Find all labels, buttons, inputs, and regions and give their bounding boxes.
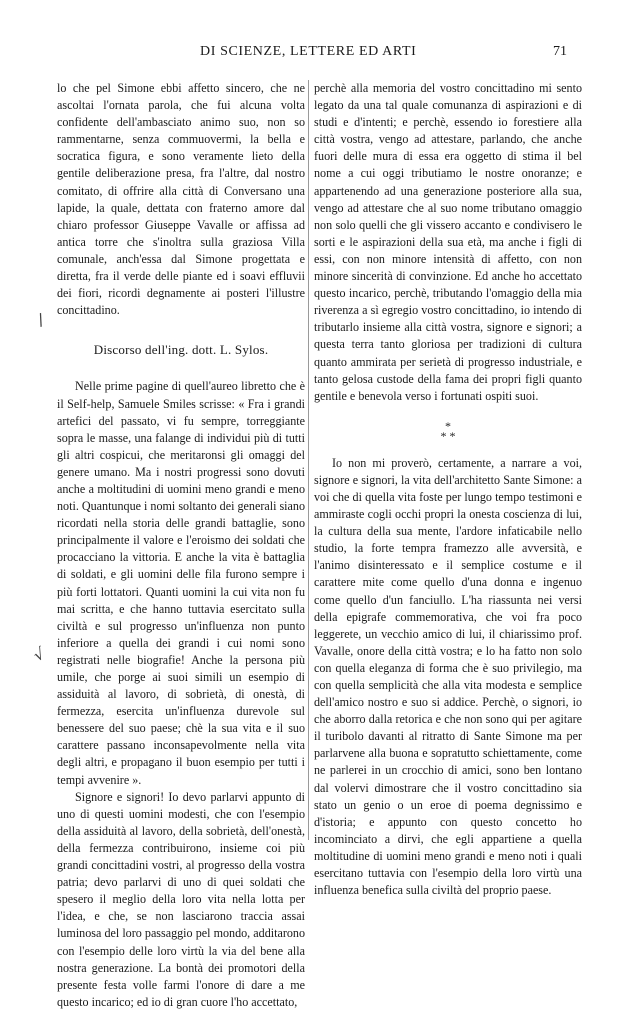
left-paragraph-1: lo che pel Simone ebbi affetto sincero, che ne ascoltai l'ornata parola, che fui alcuna volta confidente dell'ambasciato animo suo, non so rammentarne, senza commuovermi, la bella e socratica figura, e sono veramente lieto della gentile deliberazione presa, fra l'altre, dal nostro comitato, di offrire alla città di Conversano una lapide, la quale, dettata con fraterno amore dal chiaro professor Giuseppe Vavalle or affissa ad antica torre che s'inoltra sulla graziosa Villa comunale, anch'essa dal Simone progettata e diretta, fra il verde delle piante ed i soavi effluvii dei fiori, ricordi degnamente ai posteri l'illustre concittadino. [57,81,305,318]
left-paragraph-2: Nelle prime pagine di quell'aureo libretto che è il Self-help, Samuele Smiles scrisse: « Fra i grandi artefici del passato, vi fu sempre, torreggiante sopra le masse, una falange di individui più di tutti gli altri cospicui, che meritaronsi gli omaggi del genere umano. Ma i nostri progressi sono dovuti anche a moltitudini di uomini meno grandi e meno noti. Quantunque i nomi soltanto dei generali siano ricordati nella storia delle grandi battaglie, sono principalmente il valore e l'eroismo dei soldati che procacciano la vittoria. E anche la vita è battaglia di soldati, e gli uomini delle fila furono sempre i più forti lottatori. Quanti uomini la cui vita non fu mai scritta, e che hanno tuttavia esercitato sulla civiltà e sul progresso un'influenza non punto inferiore a quella dei grandi i cui nomi sono registrati nelle biografie! Anche la persona più umile, che porge ai suoi simili un esempio di assiduità al lavoro, di sobrietà, di onestà, di fermezza, esercita un'influenza durevole sul benessere del suo paese; chè la sua vita e il suo carattere passano inconsapevolmente nella vita degli altri, e propagano il buon esempio per tutti i tempi avvenire ». [57,379,305,787]
right-paragraph-1: perchè alla memoria del vostro concittadino mi sento legato da una tal quale comunanza di aspirazioni e di studi e d'intenti; e perchè, essendo io forestiere alla città vostra, vengo ad attestare, parlando, che anche fuori delle mura di essa era oggetto di stima il bel nome a cui oggi tributiamo le nostre onoranze; e appartenendo ad una generazione posteriore alla sua, vengo ad attestare che al suo nome tributano omaggio non solo quelli che gli vissero accanto e condivisero le sorti e le aspirazioni della sua età, ma anche i figli di essi, con non minore intensità di affetto, con non minore sincerità di convinzione. Ed anche ho accettato questo incarico, perchè, tributando l'omaggio della mia riverenza a sì egregio vostro concittadino, io intendo di tributarlo insieme alla città vostra, signore e signori; a questa terra tanto gloriosa per tradizioni di cultura quanto ammirata per serietà di progresso industriale, e tanto gelosa custode della fama dei propri figli quanto gentile e benevola verso i fortunati ospiti suoi. [314,81,582,403]
right-column [314,80,582,899]
page-number: 71 [553,44,567,59]
running-header [0,44,643,64]
running-title: DI SCIENZE, LETTERE ED ARTI [200,44,417,59]
right-paragraph-2: Io non mi proverò, certamente, a narrare a voi, signore e signori, la vita dell'architetto Sante Simone: a voi che di quella vita foste per lungo tempo testimoni e ammiraste cogli occhi propri la onesta coscienza di lui, la cultura della sua mente, l'ardore infaticabile nello studio, la forte tempra framezzo alle avversità, e l'animo disinteressato e il semplice costume e il carattere mite come quello d'una donna e ingenuo come quello d'un fanciullo. L'ha riassunta nei versi della epigrafe commemorativa, che voi fra poco leggerete, un vecchio amico di lui, il chiarissimo prof. Vavalle, onore della città vostra; e lo ha fatto non solo con quella eleganza di forma che è suo privilegio, ma con quella semplicità che alla vita modesta e semplice dell'amico nostro e suo si addice. Perchè, o signori, io che aborro dalla retorica e che non sono qui per agitare il turibolo davanti al ritratto di Sante Simone ma per parlarvene alla buona e sopratutto schiettamente, come ne parlerei in un crocchio di amici, sono ben lontano dal volervi dimostrare che il vostro concittadino sia stato un genio o un eroe di poema degnissimo e d'istoria; e appunto con questo concetto ho incominciato a dirvi, che egli appartiene a quella moltitudine di uomini meno grandi e meno noti i quali esercitano tuttavia con l'esempio della loro virtù una influenza benefica sulla civiltà del proprio paese. [314,455,582,898]
margin-pencil-mark: / [34,309,47,330]
asterisk-bottom: * * [440,428,456,443]
left-paragraph-3: Signore e signori! Io devo parlarvi appunto di uno di questi uomini modesti, che con l'esempio della assiduità al lavoro, della sobrietà, dell'onestà, della fermezza contribuirono, insieme coi più grandi concittadini vostri, al progresso della vostra patria; devo parlarvi di uno di quei soldati che spesero il meglio della loro vita nella lotta per l'idea, e che, se non lasciarono traccia assai luminosa del loro passaggio pel mondo, additarono con l'esempio delle loro virtù la via del bene alla nostra generazione. La bontà dei promotori della presente festa volle farmi l'onore di dare a me questo incarico; ed io di gran cuore l'ho accettato, [57,789,305,1009]
margin-check-mark: √ [30,643,48,666]
left-column [57,80,305,1011]
column-divider [308,80,309,840]
asterisk-top: * [445,418,451,433]
section-heading: Discorso dell'ing. dott. L. Sylos. [93,342,269,358]
section-break-asterisks [314,418,582,443]
